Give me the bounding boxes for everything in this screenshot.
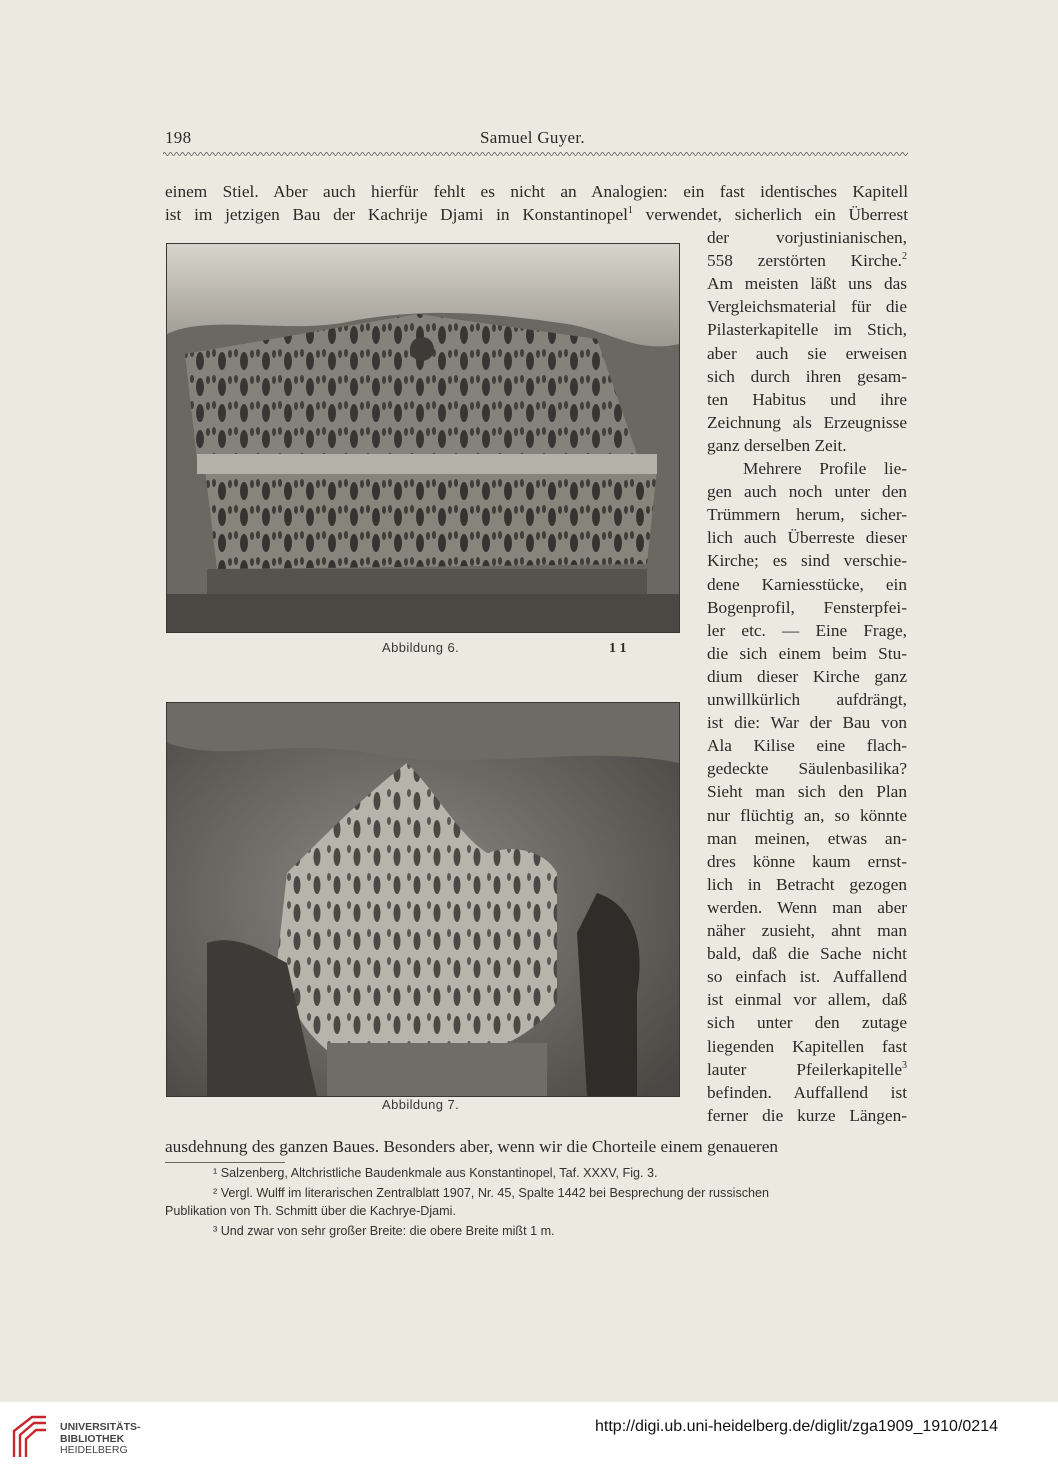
column-line: dium dieser Kirche ganz xyxy=(707,666,907,686)
library-name-line: BIBLIOTHEK xyxy=(60,1432,125,1445)
column-line: gen auch noch unter den xyxy=(707,482,907,502)
column-line: ganz derselben Zeit. xyxy=(707,435,847,455)
column-line: werden. Wenn man aber xyxy=(707,897,907,917)
permalink-url[interactable]: http://digi.ub.uni-heidelberg.de/diglit/zga1909_1910/0214 xyxy=(595,1418,998,1435)
column-line: Pilasterkapitelle im Stich, xyxy=(707,320,907,340)
column-line: dres könne kaum ernst- xyxy=(707,851,907,871)
column-line: so einfach ist. Auffallend xyxy=(707,967,907,987)
library-name-line: HEIDELBERG xyxy=(60,1444,128,1456)
column-line: näher zusieht, ahnt man xyxy=(707,921,907,940)
column-line: unwillkürlich aufdrängt, xyxy=(707,690,907,709)
column-line: Vergleichsmaterial für die xyxy=(707,297,907,317)
footnote-2-continued: Publikation von Th. Schmitt über die Kachrye-Djami. xyxy=(165,1204,456,1218)
column-line: Ala Kilise eine flach- xyxy=(707,736,907,756)
footnote-1: ¹ Salzenberg, Altchristliche Baudenkmale aus Konstantinopel, Taf. XXXV, Fig. 3. xyxy=(213,1166,658,1180)
header-wavy-rule xyxy=(163,150,908,158)
column-line: der vorjustinianischen, xyxy=(707,228,907,247)
body-line: einem Stiel. Aber auch hierfür fehlt es nicht an Analogien: ein fast identisches Kapitell xyxy=(165,182,908,201)
column-line: ferner die kurze Längen- xyxy=(707,1105,907,1125)
running-head-author: Samuel Guyer. xyxy=(480,128,585,147)
column-line: aber auch sie erweisen xyxy=(707,343,907,363)
column-line: Trümmern herum, sicher- xyxy=(707,505,907,525)
body-line: ist im jetzigen Bau der Kachrije Djami in Konstantinopel$^1$ verwendet, sicherlich ein Überrest xyxy=(165,205,908,224)
column-line: lich auch Überreste dieser xyxy=(707,528,907,548)
column-line: sich unter den zutage xyxy=(707,1013,907,1033)
figure-7-photo xyxy=(166,702,680,1097)
column-line: Mehrere Profile lie- xyxy=(743,459,907,478)
column-line: befinden. Auffallend ist xyxy=(707,1082,907,1102)
margin-mark: 1 1 xyxy=(609,641,627,656)
column-line: sich durch ihren gesam- xyxy=(707,366,907,386)
column-line: Bogenprofil, Fensterpfei- xyxy=(707,597,907,617)
library-name-line: UNIVERSITÄTS- xyxy=(60,1421,141,1433)
library-footer xyxy=(0,1402,1058,1480)
column-line: lauter Pfeilerkapitelle$^3$ xyxy=(707,1059,907,1079)
column-line: ist einmal vor allem, daß xyxy=(707,990,907,1010)
column-line: man meinen, etwas an- xyxy=(707,828,907,848)
column-line: ler etc. — Eine Frage, xyxy=(707,620,907,640)
footnote-3: ³ Und zwar von sehr großer Breite: die obere Breite mißt 1 m. xyxy=(213,1224,555,1238)
column-line: gedeckte Säulenbasilika? xyxy=(707,759,907,779)
column-line: dene Karniesstücke, ein xyxy=(707,574,907,594)
column-line: lich in Betracht gezogen xyxy=(707,874,907,894)
footnote-2: ² Vergl. Wulff im literarischen Zentralblatt 1907, Nr. 45, Spalte 1442 bei Besprechung der russischen xyxy=(213,1186,770,1200)
column-line: Zeichnung als Erzeugnisse xyxy=(707,412,907,432)
column-line: Kirche; es sind verschie- xyxy=(707,551,907,571)
footnote-rule xyxy=(165,1162,285,1163)
column-line: die sich einem beim Stu- xyxy=(707,643,907,663)
library-name xyxy=(60,1422,141,1457)
column-line: nur flüchtig an, so könnte xyxy=(707,805,907,825)
column-line: Sieht man sich den Plan xyxy=(707,782,907,802)
body-line: ausdehnung des ganzen Baues. Besonders aber, wenn wir die Chorteile einem genaueren xyxy=(165,1137,779,1156)
university-library-logo-icon[interactable] xyxy=(8,1413,52,1459)
column-line: ist die: War der Bau von xyxy=(707,713,907,733)
column-line: Am meisten läßt uns das xyxy=(707,274,907,294)
column-line: ten Habitus und ihre xyxy=(707,389,907,409)
figure-6-photo xyxy=(166,243,680,633)
figure-6-caption: Abbildung 6. xyxy=(382,640,460,655)
column-line: bald, daß die Sache nicht xyxy=(707,944,907,964)
figure-7-caption: Abbildung 7. xyxy=(382,1097,460,1112)
running-head xyxy=(165,128,908,150)
column-line: 558 zerstörten Kirche.$^2$ xyxy=(707,251,907,271)
column-line: liegenden Kapitellen fast xyxy=(707,1036,907,1056)
page-number: 198 xyxy=(165,128,192,147)
